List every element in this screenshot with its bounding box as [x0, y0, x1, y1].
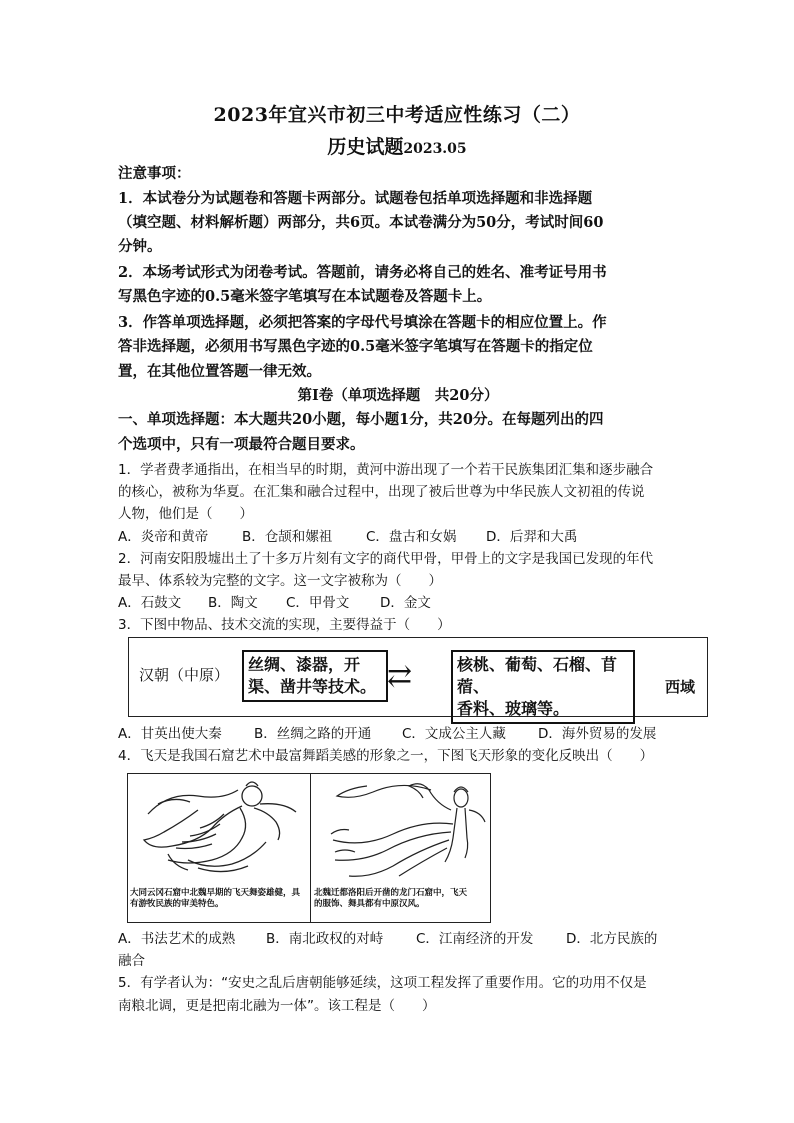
- section-instruction: 个选项中，只有一项最符合题目要求。: [118, 436, 365, 453]
- question-1-text: 人物，他们是（ ）: [118, 506, 253, 522]
- notes-line: （填空题、材料解析题）两部分，共6页。本试卷满分为50分，考试时间60: [118, 214, 604, 231]
- notes-line: 置，在其他位置答题一律无效。: [118, 363, 321, 380]
- subject-title: 历史试题: [327, 136, 404, 158]
- notes-line: 答非选择题，必须用书写黑色字迹的0.5毫米签字笔填写在答题卡的指定位: [118, 338, 593, 355]
- option-d-continued: 融合: [118, 953, 145, 969]
- option-a[interactable]: A．甘英出使大秦: [118, 726, 222, 742]
- exam-date: 2023.05: [403, 141, 467, 157]
- question-3-options: [118, 723, 678, 745]
- caption-line: 北魏迁都洛阳后开凿的龙门石窟中，飞天: [314, 888, 468, 898]
- option-c[interactable]: C．甲骨文: [286, 595, 350, 611]
- option-b[interactable]: B．陶文: [208, 595, 258, 611]
- caption-line: 有游牧民族的审美特色。: [130, 899, 224, 909]
- question-2-options: [118, 592, 678, 614]
- option-a[interactable]: A．炎帝和黄帝: [118, 529, 209, 545]
- question-5-text: 南粮北调，更是把南北融为一体”。该工程是（ ）: [118, 998, 436, 1014]
- han-goods-line: 渠、凿井等技术。: [248, 677, 377, 696]
- notes-line: 2．本场考试形式为闭卷考试。答题前，请务必将自己的姓名、准考证号用书: [118, 264, 607, 281]
- question-1-text: 1．学者费孝通指出，在相当早的时期，黄河中游出现了一个若干民族集团汇集和逐步融合: [118, 462, 654, 478]
- option-c[interactable]: C．文成公主人藏: [402, 726, 506, 742]
- western-goods-line: 香料、玻璃等。: [457, 699, 570, 718]
- exam-title: 2023年宜兴市初三中考适应性练习（二）: [213, 104, 581, 126]
- option-a[interactable]: A．石鼓文: [118, 595, 182, 611]
- yungang-apsara-figure: [128, 774, 311, 922]
- han-goods-line: 丝绸、漆器，开: [248, 655, 361, 674]
- option-b[interactable]: B．丝绸之路的开通: [254, 726, 372, 742]
- option-c[interactable]: C．江南经济的开发: [416, 931, 534, 947]
- han-goods-box: [242, 650, 388, 702]
- question-3-text: 3．下图中物品、技术交流的实现，主要得益于（ ）: [118, 617, 451, 633]
- option-b[interactable]: B．仓颉和嫘祖: [242, 529, 333, 545]
- option-d[interactable]: D．后羿和大禹: [486, 529, 578, 545]
- notes-line: 分钟。: [118, 238, 162, 255]
- question-1-options: [118, 526, 678, 548]
- notes-line: 1．本试卷分为试题卷和答题卡两部分。试题卷包括单项选择题和非选择题: [118, 190, 593, 207]
- yungang-caption: [130, 888, 308, 910]
- question-5-text: 5．有学者认为：“安史之乱后唐朝能够延续，这项工程发挥了重要作用。它的功用不仅是: [118, 975, 647, 991]
- yungang-apsara-drawing: [128, 774, 308, 886]
- question-4-options: [118, 928, 678, 950]
- western-regions-label: 西域: [664, 678, 695, 696]
- longmen-caption: [314, 888, 488, 910]
- notes-heading: 注意事项：: [118, 165, 191, 182]
- notes-line: 3．作答单项选择题，必须把答案的字母代号填涂在答题卡的相应位置上。作: [118, 314, 607, 331]
- option-d[interactable]: D．金文: [380, 595, 431, 611]
- caption-line: 大同云冈石窟中北魏早期的飞天舞姿雄健，具: [130, 888, 301, 898]
- option-b[interactable]: B．南北政权的对峙: [266, 931, 384, 947]
- caption-line: 的服饰、舞具都有中原汉风。: [314, 899, 425, 909]
- han-dynasty-label: 汉朝（中原）: [139, 666, 230, 684]
- notes-line: 写黑色字迹的0.5毫米签字笔填写在本试题卷及答题卡上。: [118, 288, 492, 305]
- option-a[interactable]: A．书法艺术的成熟: [118, 931, 236, 947]
- flying-apsaras-figures: [127, 773, 491, 923]
- section-instruction: 一、单项选择题：本大题共20小题，每小题1分，共20分。在每题列出的四: [118, 411, 604, 428]
- western-goods-box: [451, 650, 635, 724]
- option-d[interactable]: D．北方民族的: [566, 931, 658, 947]
- western-goods-line: 核桃、葡萄、石榴、苜蓿、: [457, 655, 618, 696]
- section-title: 第Ⅰ卷（单项选择题 共20分）: [297, 387, 499, 404]
- trade-exchange-diagram: [128, 637, 708, 717]
- question-4-text: 4．飞天是我国石窟艺术中最富舞蹈美感的形象之一，下图飞天形象的变化反映出（ ）: [118, 748, 654, 764]
- longmen-apsara-figure: [311, 774, 490, 922]
- question-2-text: 2．河南安阳殷墟出土了十多万片刻有文字的商代甲骨，甲骨上的文字是我国已发现的年代: [118, 551, 654, 567]
- exam-subtitle: [0, 132, 794, 159]
- longmen-apsara-drawing: [311, 774, 489, 886]
- exchange-arrows-icon: ⇄: [387, 659, 413, 694]
- option-c[interactable]: C．盘古和女娲: [366, 529, 457, 545]
- question-1-text: 的核心，被称为华夏。在汇集和融合过程中，出现了被后世尊为中华民族人文初祖的传说: [118, 484, 645, 500]
- question-2-text: 最早、体系较为完整的文字。这一文字被称为（ ）: [118, 573, 442, 589]
- option-d[interactable]: D．海外贸易的发展: [538, 726, 657, 742]
